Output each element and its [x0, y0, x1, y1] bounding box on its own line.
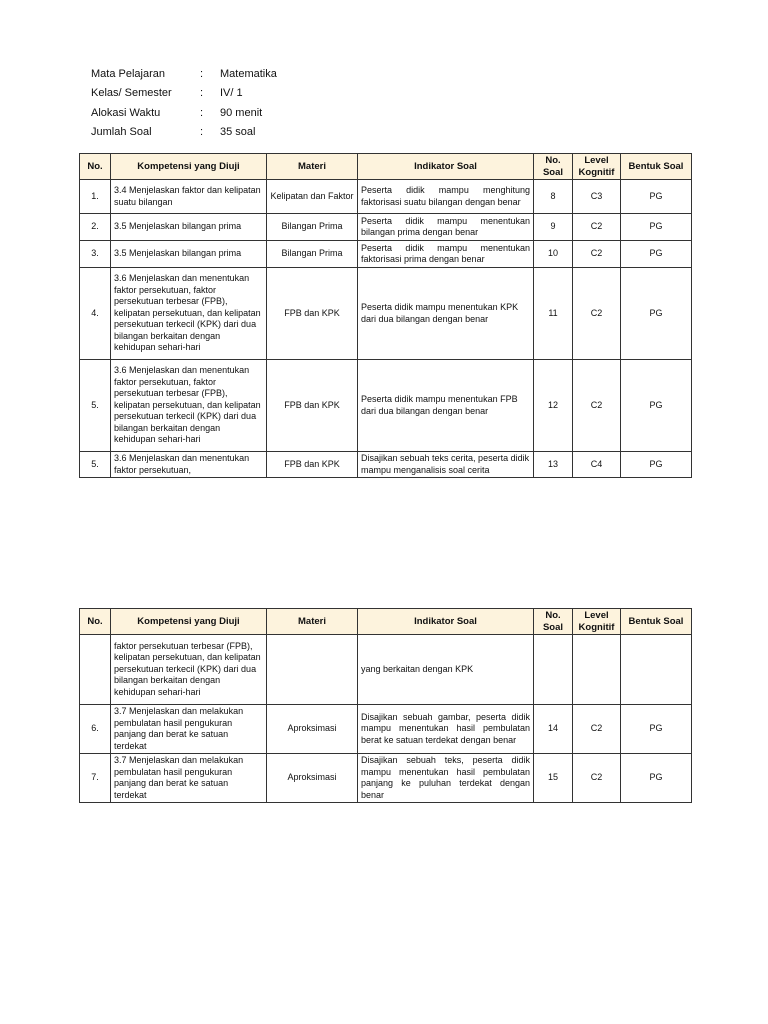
header-level [573, 154, 621, 180]
cell-no-soal: 13 [534, 452, 573, 478]
cell-kompetensi: 3.5 Menjelaskan bilangan prima [111, 241, 267, 268]
cell-indikator: yang berkaitan dengan KPK [358, 635, 534, 705]
cell-indikator: Disajikan sebuah gambar, peserta didik mampu menentukan hasil pembulatan berat ke satuan terdekat dengan benar [358, 705, 534, 754]
header-materi: Materi [267, 154, 358, 180]
info-row-class [91, 84, 277, 104]
table-header-row [80, 154, 692, 180]
question-grid-table-part-1 [79, 153, 692, 478]
cell-materi: FPB dan KPK [267, 452, 358, 478]
info-colon: : [200, 87, 204, 100]
cell-materi: Kelipatan dan Faktor [267, 180, 358, 214]
cell-materi: FPB dan KPK [267, 360, 358, 452]
table-row [80, 360, 692, 452]
cell-level: C2 [573, 241, 621, 268]
header-level [573, 609, 621, 635]
cell-kompetensi: faktor persekutuan terbesar (FPB), kelipatan persekutuan, dan kelipatan persekutuan terkecil (KPK) dari dua bilangan berkaitan dengan kehidupan sehari-hari [111, 635, 267, 705]
header-bentuk: Bentuk Soal [621, 609, 692, 635]
cell-no-soal: 15 [534, 754, 573, 803]
header-no-soal-line1: No. [545, 610, 561, 621]
header-kompetensi: Kompetensi yang Diuji [111, 609, 267, 635]
table-row [80, 452, 692, 478]
header-indikator: Indikator Soal [358, 609, 534, 635]
cell-no: 4. [80, 268, 111, 360]
table-row [80, 635, 692, 705]
header-kompetensi: Kompetensi yang Diuji [111, 154, 267, 180]
cell-indikator: Peserta didik mampu menentukan bilangan prima dengan benar [358, 214, 534, 241]
cell-materi: FPB dan KPK [267, 268, 358, 360]
header-no-soal-line2: Soal [542, 621, 564, 633]
info-value: 90 menit [220, 106, 263, 119]
cell-materi: Bilangan Prima [267, 241, 358, 268]
info-colon: : [200, 106, 204, 119]
cell-indikator: Peserta didik mampu menentukan FPB dari dua bilangan dengan benar [358, 360, 534, 452]
info-key: Jumlah Soal [91, 126, 152, 139]
cell-level: C3 [573, 180, 621, 214]
info-row-time [91, 103, 277, 123]
info-key: Kelas/ Semester [91, 87, 172, 100]
header-bentuk: Bentuk Soal [621, 154, 692, 180]
cell-no-soal: 12 [534, 360, 573, 452]
header-level-line2: Kognitif [578, 621, 615, 633]
table-row [80, 180, 692, 214]
cell-indikator: Disajikan sebuah teks cerita, peserta didik mampu menganalisis soal cerita [358, 452, 534, 478]
cell-level: C2 [573, 268, 621, 360]
cell-materi [267, 635, 358, 705]
cell-materi: Aproksimasi [267, 705, 358, 754]
header-no-soal-line1: No. [545, 155, 561, 166]
cell-no: 3. [80, 241, 111, 268]
info-key: Mata Pelajaran [91, 67, 165, 80]
cell-no-soal: 14 [534, 705, 573, 754]
info-value: 35 soal [220, 126, 256, 139]
cell-level [573, 635, 621, 705]
cell-bentuk: PG [621, 241, 692, 268]
cell-no-soal: 9 [534, 214, 573, 241]
info-value: Matematika [220, 67, 277, 80]
table-header-row [80, 609, 692, 635]
cell-no-soal: 11 [534, 268, 573, 360]
cell-kompetensi: 3.6 Menjelaskan dan menentukan faktor persekutuan, faktor persekutuan terbesar (FPB), kelipatan persekutuan, dan kelipatan persekutuan terkecil (KPK) dari dua bilangan berkaitan dengan kehidupan sehari-hari [111, 268, 267, 360]
cell-indikator: Disajikan sebuah teks, peserta didik mampu menentukan hasil pembulatan panjang ke puluhan terdekat dengan benar [358, 754, 534, 803]
cell-materi: Aproksimasi [267, 754, 358, 803]
cell-kompetensi: 3.6 Menjelaskan dan menentukan faktor persekutuan, [111, 452, 267, 478]
cell-bentuk [621, 635, 692, 705]
info-value: IV/ 1 [220, 87, 243, 100]
header-indikator: Indikator Soal [358, 154, 534, 180]
cell-bentuk: PG [621, 268, 692, 360]
cell-no: 2. [80, 214, 111, 241]
table-row [80, 705, 692, 754]
cell-kompetensi: 3.7 Menjelaskan dan melakukan pembulatan hasil pengukuran panjang dan berat ke satuan terdekat [111, 705, 267, 754]
cell-bentuk: PG [621, 705, 692, 754]
cell-bentuk: PG [621, 214, 692, 241]
table-row [80, 268, 692, 360]
info-key: Alokasi Waktu [91, 106, 161, 119]
cell-kompetensi: 3.7 Menjelaskan dan melakukan pembulatan hasil pengukuran panjang dan berat ke satuan terdekat [111, 754, 267, 803]
cell-bentuk: PG [621, 360, 692, 452]
cell-indikator: Peserta didik mampu menentukan faktorisasi prima dengan benar [358, 241, 534, 268]
table-row [80, 754, 692, 803]
cell-level: C2 [573, 705, 621, 754]
cell-indikator: Peserta didik mampu menentukan KPK dari dua bilangan dengan benar [358, 268, 534, 360]
cell-no-soal: 8 [534, 180, 573, 214]
cell-kompetensi: 3.6 Menjelaskan dan menentukan faktor persekutuan, faktor persekutuan terbesar (FPB), kelipatan persekutuan, dan kelipatan persekutuan terkecil (KPK) dari dua bilangan berkaitan dengan kehidupan sehari-hari [111, 360, 267, 452]
cell-no: 5. [80, 360, 111, 452]
header-no-soal [534, 154, 573, 180]
cell-level: C2 [573, 754, 621, 803]
cell-no: 6. [80, 705, 111, 754]
cell-kompetensi: 3.5 Menjelaskan bilangan prima [111, 214, 267, 241]
cell-bentuk: PG [621, 180, 692, 214]
cell-indikator: Peserta didik mampu menghitung faktorisasi suatu bilangan dengan benar [358, 180, 534, 214]
cell-bentuk: PG [621, 754, 692, 803]
cell-no: 1. [80, 180, 111, 214]
cell-kompetensi: 3.4 Menjelaskan faktor dan kelipatan suatu bilangan [111, 180, 267, 214]
header-no: No. [80, 609, 111, 635]
header-materi: Materi [267, 609, 358, 635]
question-grid-table-part-2 [79, 608, 692, 803]
header-no: No. [80, 154, 111, 180]
cell-level: C4 [573, 452, 621, 478]
document-info [91, 64, 277, 142]
cell-no-soal [534, 635, 573, 705]
header-level-line1: Level [584, 155, 609, 166]
cell-no: 5. [80, 452, 111, 478]
header-level-line2: Kognitif [578, 166, 615, 178]
cell-level: C2 [573, 360, 621, 452]
header-no-soal-line2: Soal [542, 166, 564, 178]
cell-materi: Bilangan Prima [267, 214, 358, 241]
table-row [80, 214, 692, 241]
table-row [80, 241, 692, 268]
info-row-subject [91, 64, 277, 84]
cell-no [80, 635, 111, 705]
info-colon: : [200, 67, 204, 80]
header-no-soal [534, 609, 573, 635]
info-row-count [91, 123, 277, 143]
cell-bentuk: PG [621, 452, 692, 478]
cell-no-soal: 10 [534, 241, 573, 268]
cell-level: C2 [573, 214, 621, 241]
header-level-line1: Level [584, 610, 609, 621]
info-colon: : [200, 126, 204, 139]
cell-no: 7. [80, 754, 111, 803]
